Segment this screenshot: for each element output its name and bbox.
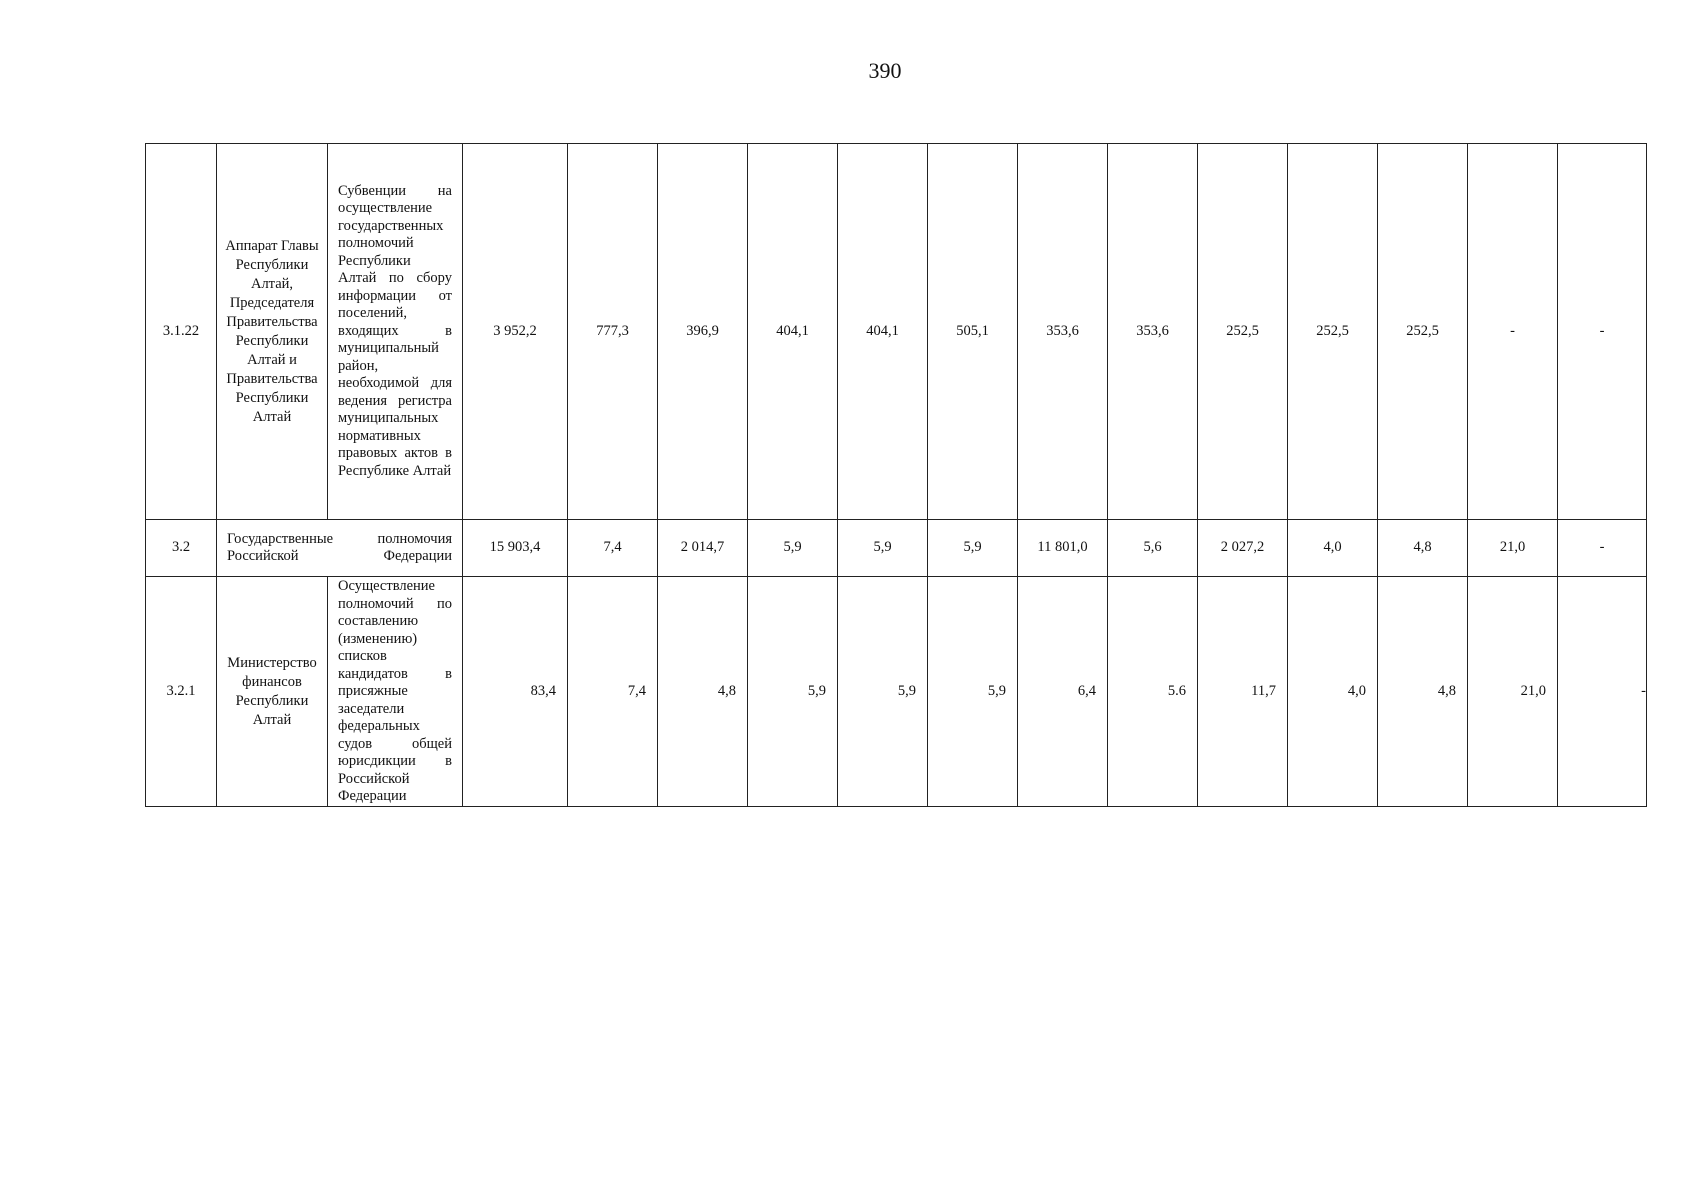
table-row xyxy=(146,520,1647,577)
table-row xyxy=(146,144,1647,520)
value-cell: 252,5 xyxy=(1378,144,1468,520)
value-cell: 777,3 xyxy=(568,144,658,520)
value-cell: 7,4 xyxy=(568,520,658,577)
value-cell: 252,5 xyxy=(1288,144,1378,520)
page-number: 390 xyxy=(868,58,902,83)
row-code: 3.1.22 xyxy=(146,144,217,520)
value-cell: 5,9 xyxy=(838,577,928,807)
value-cell: 4,8 xyxy=(658,577,748,807)
organization-cell: Министерство финансов Республики Алтай xyxy=(217,577,328,807)
value-cell: 404,1 xyxy=(748,144,838,520)
value-cell: 4,0 xyxy=(1288,577,1378,807)
value-cell: 4,8 xyxy=(1378,577,1468,807)
value-cell: 252,5 xyxy=(1198,144,1288,520)
value-cell: 3 952,2 xyxy=(463,144,568,520)
value-cell: 2 014,7 xyxy=(658,520,748,577)
value-cell: - xyxy=(1468,144,1558,520)
value-cell: 404,1 xyxy=(838,144,928,520)
value-cell: 4,8 xyxy=(1378,520,1468,577)
description-text: Осуществление полномочий по составлению (изменению) списков кандидатов в присяжные заседатели федеральных судов общей юрисдикции в Российской Федерации xyxy=(338,578,452,804)
table-row xyxy=(146,577,1647,807)
row-code: 3.2.1 xyxy=(146,577,217,807)
value-cell: 21,0 xyxy=(1468,520,1558,577)
value-cell: 11 801,0 xyxy=(1018,520,1108,577)
value-cell: - xyxy=(1558,520,1647,577)
value-cell: 15 903,4 xyxy=(463,520,568,577)
description-text: Государственные полномочия Российской Федерации xyxy=(227,530,452,564)
value-cell: 6,4 xyxy=(1018,577,1108,807)
description-cell xyxy=(328,144,463,520)
value-cell: 21,0 xyxy=(1468,577,1558,807)
budget-table xyxy=(145,143,1647,807)
value-cell: 5,9 xyxy=(748,520,838,577)
description-cell xyxy=(217,520,463,577)
value-cell: 11,7 xyxy=(1198,577,1288,807)
row-code: 3.2 xyxy=(146,520,217,577)
description-text: Субвенции на осуществление государственных полномочий Республики Алтай по сбору информации от поселений, входящих в муниципальный район, необходимой для ведения регистра муниципальных нормативных правовых актов в Республике Алтай xyxy=(338,182,452,479)
value-cell: 4,0 xyxy=(1288,520,1378,577)
value-cell: 2 027,2 xyxy=(1198,520,1288,577)
value-cell: 83,4 xyxy=(463,577,568,807)
description-cell xyxy=(328,577,463,807)
value-cell: 5,9 xyxy=(748,577,838,807)
value-cell: - xyxy=(1558,144,1647,520)
value-cell: 396,9 xyxy=(658,144,748,520)
value-cell: 5,9 xyxy=(838,520,928,577)
value-cell: 353,6 xyxy=(1018,144,1108,520)
value-cell: 5,9 xyxy=(928,520,1018,577)
value-cell: 7,4 xyxy=(568,577,658,807)
organization-cell: Аппарат Главы Республики Алтай, Председателя Правительства Республики Алтай и Правительства Республики Алтай xyxy=(217,144,328,520)
value-cell: - xyxy=(1558,577,1647,807)
value-cell: 5,6 xyxy=(1108,520,1198,577)
value-cell: 505,1 xyxy=(928,144,1018,520)
value-cell: 353,6 xyxy=(1108,144,1198,520)
value-cell: 5,9 xyxy=(928,577,1018,807)
value-cell: 5.6 xyxy=(1108,577,1198,807)
